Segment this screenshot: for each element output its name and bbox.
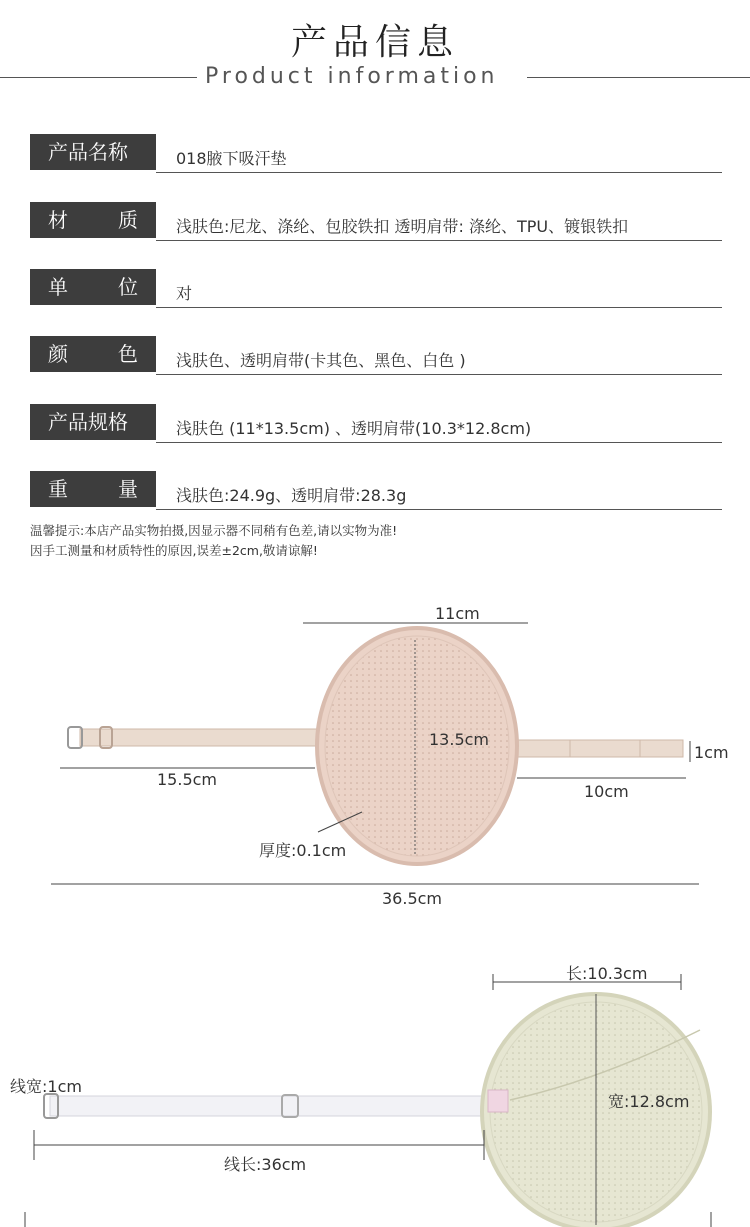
clear-strap-width-label: 线宽:1cm: [10, 1077, 82, 1096]
info-label-char: 位: [118, 275, 138, 299]
info-label: 产品规格: [30, 404, 156, 440]
info-value: 浅肤色:24.9g、透明肩带:28.3g: [176, 486, 407, 505]
page-subtitle: Product information: [205, 64, 499, 89]
left-strap-length-label: 15.5cm: [157, 770, 218, 789]
info-value: 018腋下吸汗垫: [176, 149, 287, 168]
pad-width-label: 11cm: [435, 604, 480, 623]
disclaimer-note: 因手工测量和材质特性的原因,误差±2cm,敬请谅解!: [30, 543, 318, 558]
info-label-char: 颜: [48, 342, 68, 366]
page-title: 产品信息: [290, 22, 459, 63]
clear-strap-length-label: 线长:36cm: [224, 1155, 307, 1174]
thickness-label: 厚度:0.1cm: [259, 841, 347, 860]
right-strap-length-label: 10cm: [584, 782, 629, 801]
info-label: 产品名称: [30, 134, 156, 170]
strap-width-label: 1cm: [694, 743, 729, 762]
total-length-label: 36.5cm: [382, 889, 443, 908]
clear-pad-width-label: 宽:12.8cm: [608, 1092, 690, 1111]
info-label-char: 质: [118, 208, 138, 232]
info-label-char: 单: [48, 275, 68, 299]
info-value: 浅肤色:尼龙、涤纶、包胶铁扣 透明肩带: 涤纶、TPU、镀银铁扣: [176, 217, 629, 236]
info-value: 浅肤色、透明肩带(卡其色、黑色、白色 ): [176, 351, 466, 370]
clear-pad-length-label: 长:10.3cm: [566, 964, 648, 983]
pad-height-label: 13.5cm: [429, 730, 490, 749]
skin-pad-diagram: [51, 623, 699, 884]
info-value: 浅肤色 (11*13.5cm) 、透明肩带(10.3*12.8cm): [176, 419, 532, 438]
info-label-char: 量: [118, 477, 138, 501]
info-label-char: 色: [118, 342, 138, 366]
info-value: 对: [176, 284, 193, 303]
info-label-char: 材: [48, 208, 68, 232]
info-label-char: 重: [48, 477, 68, 501]
disclaimer-note: 温馨提示:本店产品实物拍摄,因显示器不同稍有色差,请以实物为准!: [30, 523, 398, 538]
